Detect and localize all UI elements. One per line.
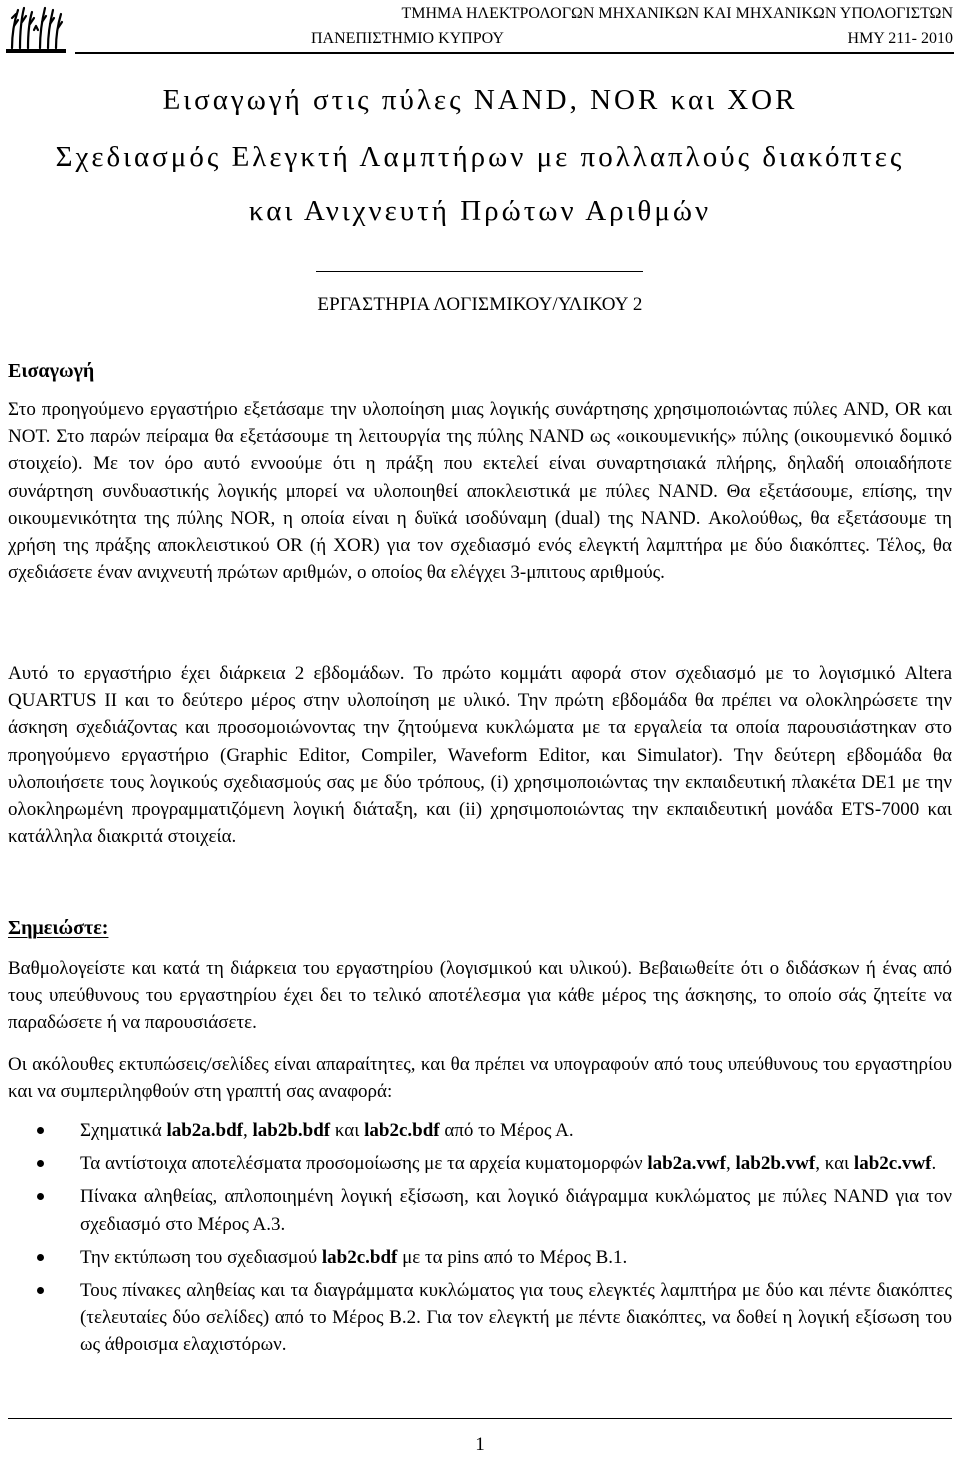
- title-rule: [316, 271, 643, 272]
- list-item: Τα αντίστοιχα αποτελέσματα προσομοίωσης με τα αρχεία κυματομορφών lab2a.vwf, lab2b.vwf, και lab2c.vwf.: [0, 1150, 952, 1177]
- bullet-icon: [37, 1287, 44, 1294]
- footer-rule: [8, 1418, 952, 1419]
- notes-paragraph-2: Οι ακόλουθες εκτυπώσεις/σελίδες είναι απαραίτητες, και θα πρέπει να υπογραφούν από τους υπεύθυνους του εργαστηρίου και να συμπεριληφθούν στη γραπτή σας αναφορά:: [8, 1054, 952, 1103]
- intro-paragraph-1: Στο προηγούμενο εργαστήριο εξετάσαμε την υλοποίηση μιας λογικής συνάρτησης χρησιμοποιώντας πύλες AND, OR και NOT. Στο παρών πείραμα θα εξετάσουμε τη λειτουργία της πύλης NAND ως «οικουμενικής» πύλης (οικουμενικό δομικό στοιχείο). Με τον όρο αυτό εννοούμε ότι η πράξη που εκτελεί είναι συναρτησιακά πλήρης, δηλαδή οποιαδήποτε συνάρτηση συνδυαστικής λογικής μπορεί να υλοποιηθεί αποκλειστικά με πύλες NAND. Θα εξετάσουμε, επίσης, την οικουμενικότητα της πύλης NOR, η οποία είναι η δυϊκά ισοδύναμη (dual) της NAND. Ακολούθως, θα εξετάσουμε τη χρήση της πράξης αποκλειστικού OR (ή XOR) για τον σχεδιασμό ενός ελεγκτή λαμπτήρα με δύο διακόπτες. Τέλος, θα σχεδιάσετε έναν ανιχνευτή πρώτων αριθμών, ο οποίος θα ελέγχει 3-μπιτους αριθμούς.: [8, 399, 952, 584]
- university-logo-icon: [6, 4, 66, 56]
- list-item: Πίνακα αληθείας, απλοποιημένη λογική εξίσωση, και λογικό διάγραμμα κυκλώματος με πύλες NAND για τον σχεδιασμό στο Μέρος Α.3.: [0, 1183, 952, 1237]
- bullet-icon: [37, 1193, 44, 1200]
- intro-paragraph-2: Αυτό το εργαστήριο έχει διάρκεια 2 εβδομάδων. Το πρώτο κομμάτι αφορά στον σχεδιασμό με το λογισμικό Altera QUARTUS II και το δεύτερο μέρος στην υλοποίηση με υλικό. Την πρώτη εβδομάδα θα πρέπει να ολοκληρώσετε την άσκηση σχεδιάζοντας και προσομοιώνοντας την ζητούμενα κυκλώματα με τα εργαλεία τα οποία παρουσιάστηκαν στο προηγούμενο εργαστήριο (Graphic Editor, Compiler, Waveform Editor, και Simulator). Την δεύτερη εβδομάδα θα υλοποιήσετε τους λογικούς σχεδιασμούς σας με δύο τρόπους, (i) χρησιμοποιώντας την εκπαιδευτική πλακέτα DE1 με την ολοκληρωμένη προγραμματιζόμενη λογική διάταξη, και (ii) χρησιμοποιώντας την εκπαιδευτική μονάδα ETS-7000 και κατάλληλα διακριτά στοιχεία.: [8, 663, 952, 848]
- title-line-2: Σχεδιασμός Ελεγκτή Λαμπτήρων με πολλαπλούς διακόπτες: [55, 141, 905, 173]
- page-number: 1: [475, 1434, 485, 1455]
- lab-subtitle: ΕΡΓΑΣΤΗΡΙΑ ΛΟΓΙΣΜΙΚΟΥ/ΥΛΙΚΟΥ 2: [317, 294, 643, 315]
- list-item: Σχηματικά lab2a.bdf, lab2b.bdf και lab2c.bdf από το Μέρος Α.: [0, 1117, 952, 1144]
- deliverables-list: [0, 1117, 952, 1365]
- bullet-icon: [37, 1160, 44, 1167]
- header-rule: [75, 52, 954, 54]
- list-item: Την εκτύπωση του σχεδιασμού lab2c.bdf με τα pins από το Μέρος Β.1.: [0, 1244, 952, 1271]
- header-course: ΗΜΥ 211- 2010: [847, 30, 953, 47]
- list-item: Τους πίνακες αληθείας και τα διαγράμματα κυκλώματος για τους ελεγκτές λαμπτήρα με δύο και πέντε διακόπτες (τελευταίες δύο σελίδες) από το Μέρος Β.2. Για τον ελεγκτή με πέντε διακόπτες, να δοθεί η λογική εξίσωση του ως άθροισμα ελαχιστόρων.: [0, 1277, 952, 1359]
- header-university: ΠΑΝΕΠΙΣΤΗΜΙΟ ΚΥΠΡΟΥ: [311, 30, 504, 47]
- intro-heading: Εισαγωγή: [8, 360, 95, 382]
- notes-heading: Σημειώστε:: [8, 917, 109, 939]
- bullet-icon: [37, 1127, 44, 1134]
- notes-paragraph-1: Βαθμολογείστε και κατά τη διάρκεια του εργαστηρίου (λογισμικού και υλικού). Βεβαιωθείτε ότι ο διδάσκων ή ένας από τους υπεύθυνους του εργαστηρίου έχει δει το τελικό αποτέλεσμα για κάθε μέρος της άσκησης, το οποίο σάς ζητείτε να παραδώσετε ή να παρουσιάσετε.: [8, 958, 952, 1034]
- title-line-3: και Ανιχνευτή Πρώτων Αριθμών: [248, 195, 712, 227]
- title-line-1: Εισαγωγή στις πύλες NAND, NOR και XOR: [162, 84, 798, 116]
- bullet-icon: [37, 1254, 44, 1261]
- header-department: ΤΜΗΜΑ ΗΛΕΚΤΡΟΛΟΓΩΝ ΜΗΧΑΝΙΚΩΝ ΚΑΙ ΜΗΧΑΝΙΚΩΝ ΥΠΟΛΟΓΙΣΤΩΝ: [401, 5, 953, 22]
